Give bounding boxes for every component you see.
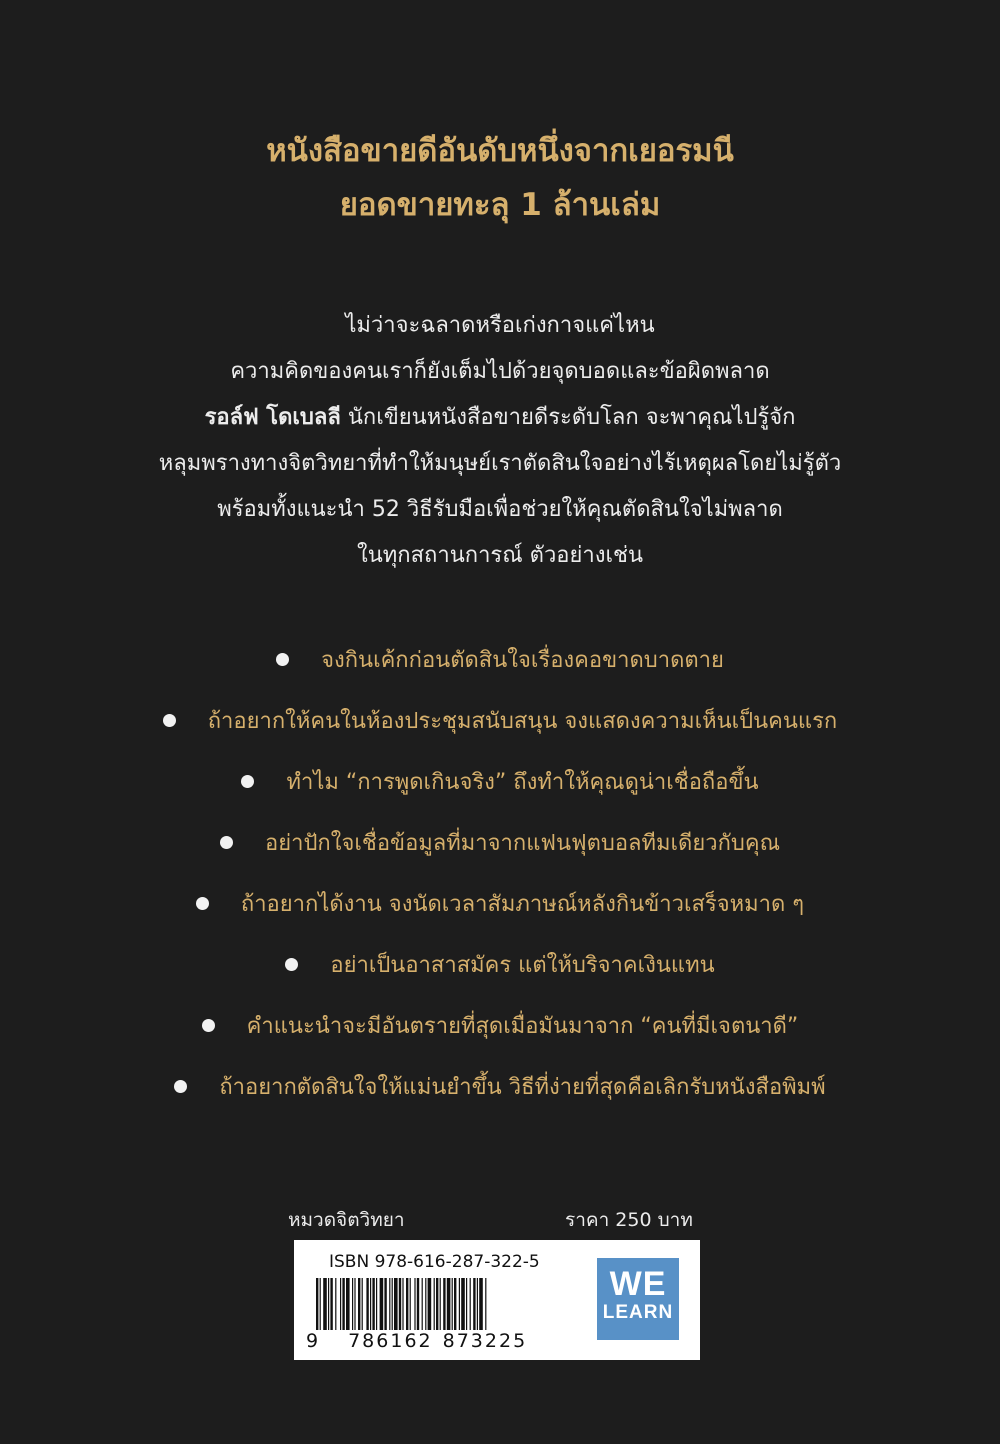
list-item xyxy=(0,630,1000,691)
isbn-text: ISBN 978-616-287-322-5 xyxy=(329,1252,540,1272)
list-item xyxy=(0,813,1000,874)
headline-line-1: หนังสือขายดีอันดับหนึ่งจากเยอรมนี xyxy=(266,133,734,169)
intro-line-3 xyxy=(0,395,1000,441)
list-item xyxy=(0,996,1000,1057)
barcode-number xyxy=(306,1330,527,1352)
bullet-text: ถ้าอยากให้คนในห้องประชุมสนับสนุน จงแสดงความเห็นเป็นคนแรก xyxy=(207,709,838,734)
intro-line-6: ในทุกสถานการณ์ ตัวอย่างเช่น xyxy=(357,543,643,568)
intro-line-4: หลุมพรางทางจิตวิทยาที่ทำให้มนุษย์เราตัดสินใจอย่างไร้เหตุผลโดยไม่รู้ตัว xyxy=(158,451,842,476)
bullet-text: ถ้าอยากได้งาน จงนัดเวลาสัมภาษณ์หลังกินข้าวเสร็จหมาด ๆ xyxy=(240,892,805,917)
author-name: รอล์ฟ โดเบลลี xyxy=(204,405,341,430)
bullet-text: คำแนะนำจะมีอันตรายที่สุดเมื่อมันมาจาก “คนที่มีเจตนาดี” xyxy=(246,1014,799,1039)
barcode-group-2: 873225 xyxy=(442,1330,528,1352)
barcode-first-digit: 9 xyxy=(306,1330,319,1352)
intro-line-1: ไม่ว่าจะฉลาดหรือเก่งกาจแค่ไหน xyxy=(345,313,655,338)
bullet-dot-icon xyxy=(163,714,176,727)
intro-paragraph xyxy=(0,303,1000,579)
intro-line-3-rest: นักเขียนหนังสือขายดีระดับโลก จะพาคุณไปรู้จัก xyxy=(340,405,796,430)
bullet-text: อย่าเป็นอาสาสมัคร แต่ให้บริจาคเงินแทน xyxy=(330,953,715,978)
bullet-dot-icon xyxy=(276,653,289,666)
bullet-text: อย่าปักใจเชื่อข้อมูลที่มาจากแฟนฟุตบอลทีมเดียวกับคุณ xyxy=(265,831,780,856)
price-label: ราคา 250 บาท xyxy=(565,1209,693,1231)
headline-line-2: ยอดขายทะลุ 1 ล้านเล่ม xyxy=(339,187,661,223)
bullet-text: ถ้าอยากตัดสินใจให้แม่นยำขึ้น วิธีที่ง่ายที่สุดคือเลิกรับหนังสือพิมพ์ xyxy=(219,1075,826,1100)
list-item xyxy=(0,752,1000,813)
publisher-logo: WE LEARN xyxy=(597,1258,679,1340)
barcode-panel xyxy=(294,1240,700,1360)
bullet-dot-icon xyxy=(202,1019,215,1032)
category-label: หมวดจิตวิทยา xyxy=(288,1209,405,1231)
bullet-text: ทำไม “การพูดเกินจริง” ถึงทำให้คุณดูน่าเชื่อถือขึ้น xyxy=(286,770,759,795)
intro-line-2: ความคิดของคนเราก็ยังเต็มไปด้วยจุดบอดและข้อผิดพลาด xyxy=(230,359,770,384)
list-item xyxy=(0,691,1000,752)
bullet-dot-icon xyxy=(241,775,254,788)
bullet-dot-icon xyxy=(220,836,233,849)
barcode-icon xyxy=(316,1278,571,1338)
barcode-group-1: 786162 xyxy=(348,1330,433,1352)
bullet-text: จงกินเค้กก่อนตัดสินใจเรื่องคอขาดบาดตาย xyxy=(321,648,724,673)
bullet-dot-icon xyxy=(285,958,298,971)
bullet-dot-icon xyxy=(196,897,209,910)
list-item xyxy=(0,935,1000,996)
bullet-dot-icon xyxy=(174,1080,187,1093)
list-item xyxy=(0,1057,1000,1118)
bullet-list xyxy=(0,630,1000,1118)
intro-line-5: พร้อมทั้งแนะนำ 52 วิธีรับมือเพื่อช่วยให้คุณตัดสินใจไม่พลาด xyxy=(217,497,783,522)
list-item xyxy=(0,874,1000,935)
